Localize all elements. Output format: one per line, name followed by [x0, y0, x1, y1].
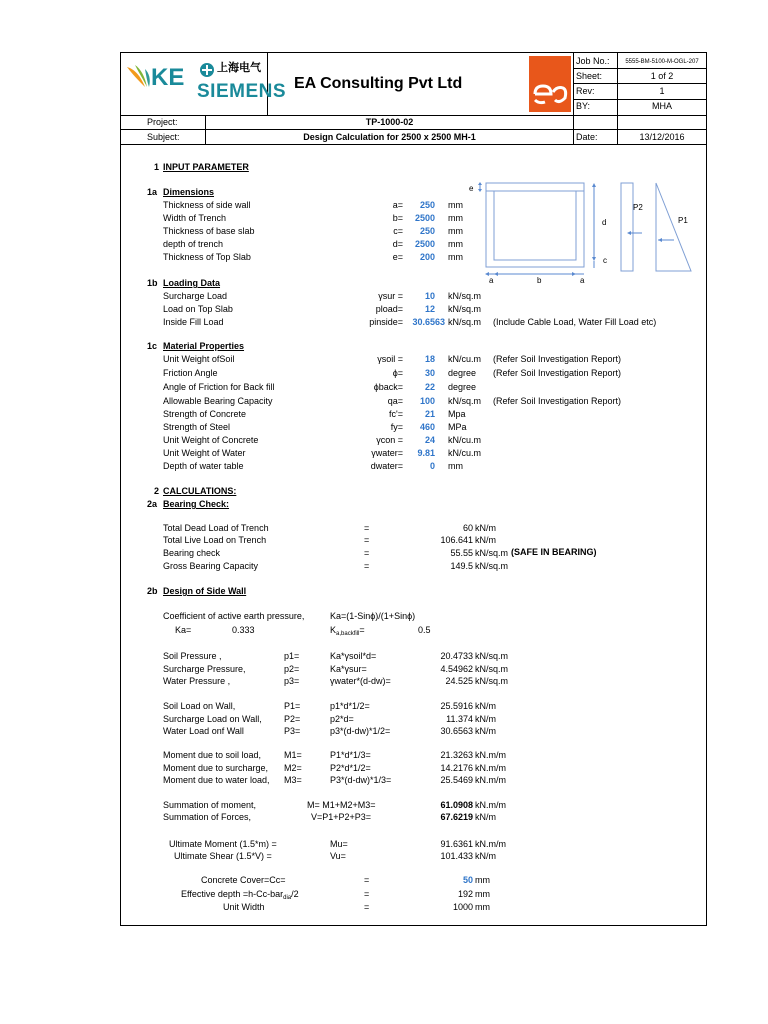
calc-unit: kN/sq.m: [475, 651, 509, 661]
param-symbol: a=: [392, 200, 403, 210]
calc-unit: kN/m: [475, 851, 496, 861]
calc-unit: kN/m: [475, 535, 496, 545]
calc-symbol: P1=: [284, 701, 301, 711]
section-2a-title: Bearing Check:: [163, 499, 230, 509]
calc-label: Water Load onf Wall: [163, 726, 244, 736]
calc-unit: kN/sq.m: [475, 561, 509, 571]
calc-label: Surcharge Load on Wall,: [163, 714, 262, 724]
calc-symbol: M1=: [284, 750, 302, 760]
siemens-logo-text: SIEMENS: [197, 81, 287, 102]
ea-logo-icon: [529, 56, 571, 112]
param-symbol: γcon =: [376, 435, 403, 445]
calc-value: 25.5469: [440, 775, 473, 785]
calc-value: 60: [462, 523, 473, 533]
calc-unit: kN/m: [475, 726, 496, 736]
calc-value: 149.5: [450, 561, 473, 571]
unit-width-unit: mm: [475, 902, 490, 912]
param-unit: mm: [448, 226, 463, 236]
calc-unit: kN/m: [475, 701, 496, 711]
calc-unit: kN/m: [475, 523, 496, 533]
calc-value: 24.525: [445, 676, 473, 686]
calc-unit: kN/sq.m: [475, 548, 509, 558]
ka-value: 0.333: [232, 625, 255, 635]
param-label: Strength of Concrete: [163, 409, 247, 419]
calc-label: Bearing check: [163, 548, 221, 558]
calc-label: Soil Load on Wall,: [163, 701, 236, 711]
param-value: 0: [429, 461, 435, 471]
param-label: Unit Weight ofSoil: [163, 354, 235, 364]
section-2b-title: Design of Side Wall: [163, 586, 247, 596]
sum-force-value: 67.6219: [440, 812, 473, 822]
cover-label: Concrete Cover=Cc=: [201, 875, 286, 885]
cover-unit: mm: [475, 875, 490, 885]
coef-label: Coefficient of active earth pressure,: [163, 611, 305, 621]
effective-depth-label: Effective depth =h-Cc-bar$_{dia}$/2: [181, 889, 299, 901]
calc-label: Total Live Load on Trench: [163, 535, 267, 545]
calc-symbol: p3=: [284, 676, 300, 686]
safe-status: (SAFE IN BEARING): [511, 547, 597, 557]
param-note: (Refer Soil Investigation Report): [493, 368, 622, 378]
param-value: 2500: [414, 213, 435, 223]
date-value: 13/12/2016: [639, 132, 685, 142]
effective-depth-equals: =: [364, 889, 370, 899]
section-1a-number: 1a: [147, 187, 158, 197]
calc-label: Ultimate Moment (1.5*m) =: [169, 839, 277, 849]
calc-symbol: Mu=: [330, 839, 348, 849]
param-symbol: e=: [392, 252, 403, 262]
calc-symbol: M3=: [284, 775, 302, 785]
sum-force-unit: kN/m: [475, 812, 496, 822]
unit-width-label: Unit Width: [223, 902, 265, 912]
param-label: Thickness of Top Slab: [163, 252, 251, 262]
param-value: 30: [424, 368, 435, 378]
param-unit: mm: [448, 239, 463, 249]
by-label: BY:: [576, 101, 591, 111]
project-label: Project:: [147, 117, 178, 127]
ka-backfill-label: $K_{a,backfill}=$: [330, 625, 365, 637]
job-no-value: 5555-BM-5100-M-OGL-207: [625, 59, 699, 65]
param-unit: kN/sq.m: [448, 304, 482, 314]
calc-unit: kN/sq.m: [475, 664, 509, 674]
calc-formula: P1*d*1/3=: [330, 750, 371, 760]
calc-label: Soil Pressure ,: [163, 651, 222, 661]
calc-unit: kN/m: [475, 714, 496, 724]
param-value: 18: [424, 354, 435, 364]
effective-depth-value: 192: [457, 889, 473, 899]
param-label: Unit Weight of Concrete: [163, 435, 259, 445]
ke-logo-text: KE: [151, 64, 185, 91]
subject-label: Subject:: [147, 132, 180, 142]
param-value: 250: [419, 200, 435, 210]
section-1b-number: 1b: [147, 278, 158, 288]
coef-formula: Ka=(1-Sinϕ)/(1+Sinϕ): [330, 611, 416, 621]
ka-backfill-value: 0.5: [418, 625, 431, 635]
calc-unit: kN/sq.m: [475, 676, 509, 686]
calc-formula: p2*d=: [330, 714, 354, 724]
param-symbol: fy=: [390, 422, 403, 432]
subject-value: Design Calculation for 2500 x 2500 MH-1: [303, 132, 476, 142]
param-unit: MPa: [448, 422, 467, 432]
calc-symbol: P2=: [284, 714, 301, 724]
param-symbol: d=: [392, 239, 403, 249]
calc-unit: kN.m/m: [475, 750, 506, 760]
param-symbol: pload=: [375, 304, 403, 314]
param-symbol: fc'=: [389, 409, 403, 419]
param-value: 30.6563: [412, 317, 445, 327]
param-unit: mm: [448, 200, 463, 210]
param-unit: degree: [448, 382, 477, 392]
calc-value: 106.641: [440, 535, 473, 545]
unit-width-equals: =: [364, 902, 370, 912]
calc-symbol: p1=: [284, 651, 300, 661]
diagram-label-b: b: [537, 276, 542, 285]
diagram-label-p2: P2: [633, 203, 643, 212]
section-1-number: 1: [154, 162, 160, 172]
calculation-sheet: [120, 52, 707, 926]
sum-moment-value: 61.0908: [440, 800, 473, 810]
param-label: Thickness of base slab: [163, 226, 255, 236]
title-block: [121, 53, 706, 145]
param-symbol: b=: [392, 213, 403, 223]
param-label: Strength of Steel: [163, 422, 231, 432]
calc-formula: Ka*γsur=: [330, 664, 367, 674]
project-value: TP-1000-02: [365, 117, 414, 127]
section-1b-title: Loading Data: [163, 278, 221, 288]
param-value: 21: [424, 409, 435, 419]
param-unit: kN/sq.m: [448, 317, 482, 327]
param-note: (Include Cable Load, Water Fill Load etc): [493, 317, 657, 327]
calc-value: 20.4733: [440, 651, 473, 661]
calc-label: Moment due to water load,: [163, 775, 270, 785]
calc-formula: P2*d*1/2=: [330, 763, 371, 773]
cover-equals: =: [364, 875, 370, 885]
calc-formula: Ka*γsoil*d=: [330, 651, 377, 661]
sum-force-formula: V=P1+P2+P3=: [311, 812, 372, 822]
calc-unit: kN.m/m: [475, 775, 506, 785]
calc-formula: γwater*(d-dw)=: [330, 676, 391, 686]
param-unit: kN/sq.m: [448, 396, 482, 406]
calc-symbol: Vu=: [330, 851, 346, 861]
calc-value: 91.6361: [440, 839, 473, 849]
calc-label: Moment due to soil load,: [163, 750, 262, 760]
diagram-label-p1: P1: [678, 216, 688, 225]
param-value: 2500: [414, 239, 435, 249]
param-unit: Mpa: [448, 409, 466, 419]
calc-equals: =: [364, 561, 370, 571]
sheet-label: Sheet:: [576, 71, 603, 81]
calc-value: 101.433: [440, 851, 473, 861]
section-2-title: CALCULATIONS:: [163, 486, 237, 496]
param-symbol: γsoil =: [377, 354, 403, 364]
diagram-label-e: e: [469, 184, 474, 193]
calc-label: Ultimate Shear (1.5*V) =: [174, 851, 272, 861]
calc-value: 11.374: [446, 714, 473, 724]
calc-label: Water Pressure ,: [163, 676, 231, 686]
calc-equals: =: [364, 535, 370, 545]
section-1c-title: Material Properties: [163, 341, 245, 351]
rev-label: Rev:: [576, 86, 595, 96]
param-note: (Refer Soil Investigation Report): [493, 396, 622, 406]
param-symbol: ϕback=: [373, 382, 403, 392]
param-label: Allowable Bearing Capacity: [163, 396, 273, 406]
param-symbol: ϕ=: [392, 368, 403, 378]
section-1a-title: Dimensions: [163, 187, 215, 197]
param-value: 10: [424, 291, 435, 301]
param-label: Angle of Friction for Back fill: [163, 382, 275, 392]
param-value: 460: [419, 422, 435, 432]
param-label: Width of Trench: [163, 213, 227, 223]
calc-symbol: p2=: [284, 664, 300, 674]
rev-value: 1: [659, 86, 665, 96]
sheet-value: 1 of 2: [650, 71, 674, 81]
param-value: 9.81: [417, 448, 435, 458]
calc-symbol: P3=: [284, 726, 301, 736]
param-unit: kN/cu.m: [448, 354, 482, 364]
sum-moment-unit: kN.m/m: [475, 800, 506, 810]
trench-section-diagram: [466, 178, 701, 290]
param-unit: kN/sq.m: [448, 291, 482, 301]
param-value: 12: [424, 304, 435, 314]
company-name: EA Consulting Pvt Ltd: [294, 75, 463, 92]
diagram-label-c: c: [603, 256, 607, 265]
calc-value: 25.5916: [440, 701, 473, 711]
calc-unit: kN.m/m: [475, 839, 506, 849]
param-symbol: γwater=: [371, 448, 403, 458]
cover-value: 50: [462, 875, 473, 885]
diagram-label-a-right: a: [580, 276, 585, 285]
param-note: (Refer Soil Investigation Report): [493, 354, 622, 364]
calc-equals: =: [364, 523, 370, 533]
param-symbol: dwater=: [370, 461, 403, 471]
param-value: 200: [419, 252, 435, 262]
param-label: depth of trench: [163, 239, 224, 249]
sum-force-label: Summation of Forces,: [163, 812, 252, 822]
calc-formula: P3*(d-dw)*1/3=: [330, 775, 392, 785]
section-1c-number: 1c: [147, 341, 158, 351]
ka-label: Ka=: [175, 625, 192, 635]
param-value: 250: [419, 226, 435, 236]
calc-formula: p3*(d-dw)*1/2=: [330, 726, 391, 736]
param-label: Unit Weight of Water: [163, 448, 246, 458]
section-2-number: 2: [154, 486, 160, 496]
param-unit: kN/cu.m: [448, 435, 482, 445]
by-value: MHA: [652, 101, 672, 111]
calc-value: 30.6563: [440, 726, 473, 736]
param-unit: degree: [448, 368, 477, 378]
param-label: Thickness of side wall: [163, 200, 251, 210]
sum-moment-formula: M= M1+M2+M3=: [307, 800, 376, 810]
diagram-label-a-left: a: [489, 276, 494, 285]
calc-symbol: M2=: [284, 763, 302, 773]
param-value: 22: [424, 382, 435, 392]
param-label: Friction Angle: [163, 368, 218, 378]
param-symbol: pinside=: [369, 317, 403, 327]
calc-value: 14.2176: [440, 763, 473, 773]
calc-label: Surcharge Pressure,: [163, 664, 246, 674]
calc-equals: =: [364, 548, 370, 558]
param-unit: mm: [448, 461, 463, 471]
calc-label: Moment due to surcharge,: [163, 763, 269, 773]
param-symbol: c=: [393, 226, 403, 236]
param-value: 24: [424, 435, 435, 445]
partner-emblem-icon: [199, 62, 215, 78]
section-2a-number: 2a: [147, 499, 158, 509]
calc-label: Gross Bearing Capacity: [163, 561, 259, 571]
job-no-label: Job No.:: [576, 56, 610, 66]
sum-moment-label: Summation of moment,: [163, 800, 257, 810]
calc-unit: kN.m/m: [475, 763, 506, 773]
calc-label: Total Dead Load of Trench: [163, 523, 269, 533]
section-2b-number: 2b: [147, 586, 158, 596]
calc-value: 4.54962: [440, 664, 473, 674]
param-unit: mm: [448, 213, 463, 223]
calc-value: 55.55: [450, 548, 473, 558]
section-1-title: INPUT PARAMETER: [163, 162, 249, 172]
partner-chinese-name: 上海电气: [217, 62, 261, 74]
calc-value: 21.3263: [440, 750, 473, 760]
param-label: Inside Fill Load: [163, 317, 224, 327]
diagram-label-d: d: [602, 218, 607, 227]
date-label: Date:: [576, 132, 598, 142]
param-label: Load on Top Slab: [163, 304, 233, 314]
param-label: Surcharge Load: [163, 291, 228, 301]
param-unit: mm: [448, 252, 463, 262]
param-label: Depth of water table: [163, 461, 244, 471]
unit-width-value: 1000: [452, 902, 473, 912]
param-value: 100: [419, 396, 435, 406]
param-symbol: γsur =: [378, 291, 403, 301]
param-unit: kN/cu.m: [448, 448, 482, 458]
param-symbol: qa=: [387, 396, 403, 406]
effective-depth-unit: mm: [475, 889, 490, 899]
calc-formula: p1*d*1/2=: [330, 701, 370, 711]
